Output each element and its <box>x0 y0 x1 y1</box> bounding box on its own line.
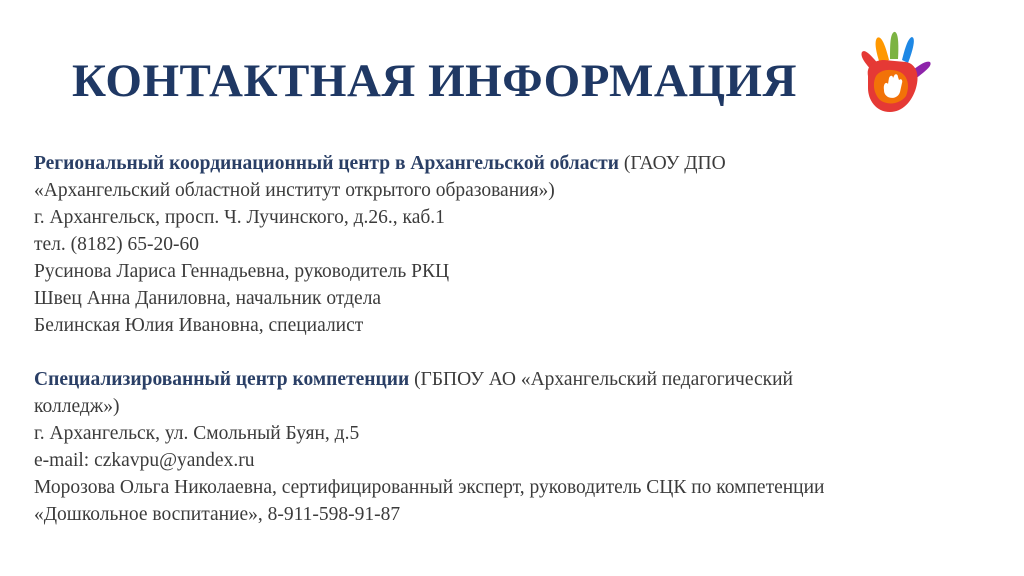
sck-org: (ГБПОУ АО «Архангельский педагогический <box>409 369 793 390</box>
rkc-person-2: Швец Анна Даниловна, начальник отдела <box>34 288 382 309</box>
sck-heading <box>34 366 1004 393</box>
colorful-handprint-icon <box>850 26 960 126</box>
sck-address: г. Архангельск, ул. Смольный Буян, д.5 <box>34 423 360 444</box>
section-spacer <box>34 339 1004 366</box>
rkc-org: (ГАОУ ДПО <box>618 153 726 174</box>
rkc-name: Региональный координационный центр в Архангельской области <box>34 153 619 174</box>
sck-org-cont: колледж») <box>34 396 120 417</box>
page-title: КОНТАКТНАЯ ИНФОРМАЦИЯ <box>72 55 797 107</box>
rkc-person-3: Белинская Юлия Ивановна, специалист <box>34 315 364 336</box>
rkc-address: г. Архангельск, просп. Ч. Лучинского, д.26., каб.1 <box>34 207 445 228</box>
rkc-heading <box>34 150 1004 177</box>
sck-email: e-mail: czkavpu@yandex.ru <box>34 450 255 471</box>
rkc-phone: тел. (8182) 65-20-60 <box>34 234 200 255</box>
rkc-person-1: Русинова Лариса Геннадьевна, руководитель РКЦ <box>34 261 450 282</box>
sck-person-1: Морозова Ольга Николаевна, сертифицированный эксперт, руководитель СЦК по компетенции <box>34 477 825 498</box>
contact-content <box>34 150 1004 528</box>
sck-person-1-cont: «Дошкольное воспитание», 8-911-598-91-87 <box>34 504 401 525</box>
rkc-org-cont: «Архангельский областной институт открытого образования») <box>34 180 555 201</box>
sck-name: Специализированный центр компетенции <box>34 369 410 390</box>
